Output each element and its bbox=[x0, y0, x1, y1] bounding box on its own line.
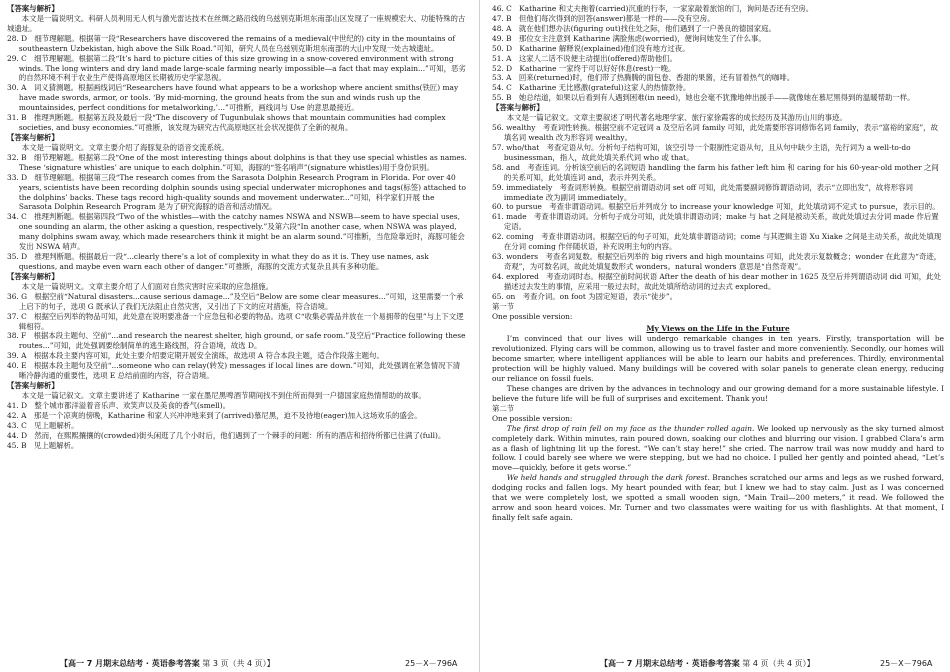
essay-paragraph: I’m convinced that our lives will undergo remarkable changes in ten years. Firstly, transportation will be revolutionized. Flying cars will be common, allowing us to travel faster and more conveniently. Secondly, our homes will become smarter, where intelligent appliances will be able to learn our habits and preferences. Thirdly, environmental protection will be highly valued. Many buildings will be covered with solar panels to generate clean energy, reducing our reliance on fossil fuels. bbox=[492, 334, 944, 384]
paragraph-text: Branches scratched our arms and legs as we rushed forward, dodging rocks and fallen logs. My heart pounded with fear, but I knew we had to stay calm. Just as I was concerned that we were completely lost, we spotted a small wooden sign, “Main Trail—200 meters,” it read. We followed the arrow and soon heard voices. Mr. Turner and two classmates were waiting for us with flashlights. At that moment, I finally felt safe again. bbox=[492, 473, 944, 523]
answer-item: 64. explored 考查动词时态。根据空前时间状语 After the death of his dear mother in 1625 及空后并列谓语动词 did 可知，此处描述过去发生的事情，应采用一般过去时，故此处填所给动词的过去式 explored。 bbox=[492, 271, 941, 291]
answer-item: 60. to pursue 考查非谓语动词。根据空后并列成分 to increase your knowledge 可知，此处填动词不定式 to pursue，表示目的。 bbox=[492, 202, 940, 212]
answer-item: 45. B 见上题解析。 bbox=[7, 440, 79, 450]
passage-summary: 本文是一篇说明文。文章主要介绍了人们面对自然灾害时应采取的应急措施。 bbox=[21, 281, 274, 291]
footer-page-number: 第 3 页（共 4 页）】 bbox=[202, 659, 275, 669]
paragraph-text: We looked up nervously as the sky turned almost completely dark. Within minutes, rain poured down, soaking our clothes and blurring our vision. I grabbed Clara’s arm as a flash of lightning lit up the forest. “We can’t stay here!” she cried. The narrow trail was now muddy and hard to follow. I could barely see where we were stepping, but we had no choice. I pulled her gently and pointed ahead, “Let’s move—quickly, before it gets worse.” bbox=[492, 423, 944, 473]
answer-item: 31. B 推理判断题。根据第五段及最后一段“The discovery of Tugunbulak shows that mountain communities had complex societies, and busy economies.”可推断，该发现为研究古代高原地区社会状况提供了全新的视角。 bbox=[7, 113, 446, 133]
answer-item: 62. coming 考查非谓语动词。根据空后的句子可知，此处填非谓语动词；come 与其逻辑主语 Xu Xiake 之间是主动关系，故此处填现在分词 coming 作伴随状语，补充说明主句的内容。 bbox=[492, 232, 942, 252]
answer-item: 30. A 词义猜测题。根据画线词后“Researchers have found what appears to be a workshop where ancient smiths(铁匠) may have made swords, armor, or tools. ‘By mid-morning, the ground heats from the sun and winds rush up the mountainsides, perfect conditions for metalworking,’...”可推断，画线词与 Use 的意思最接近。 bbox=[7, 83, 459, 113]
answer-item: 65. on 考查介词。on foot 为固定短语，表示“徒步”。 bbox=[492, 291, 678, 301]
answer-item: 48. A 就在他们想办法(figuring out)找住处之际，他们遇到了一户善良的德国家庭。 bbox=[492, 23, 776, 33]
answer-item: 50. D Katharine 解释说(explained)他们没有地方过夜。 bbox=[492, 43, 690, 53]
footer-code: 25－X－796A bbox=[880, 659, 933, 669]
answer-item: 49. B 那位女主注意到 Katharine 满脸焦虑(worried)，便询问她发生了什么事。 bbox=[492, 33, 766, 43]
version-label: One possible version: bbox=[492, 311, 573, 321]
footer-right bbox=[600, 659, 815, 670]
passage-summary: 本文是一篇记叙文。文章主要讲述了 Katharine 一家在墨尼黑啤酒节期间找不到住所而得到一户德国家庭热情帮助的故事。 bbox=[21, 390, 426, 400]
footer-title: 【高一 7 月期末总结考 · 英语参考答案 bbox=[600, 659, 740, 669]
page-divider bbox=[479, 0, 480, 672]
continuation-paragraph bbox=[492, 473, 944, 523]
section-label: 第一节 bbox=[492, 301, 515, 311]
answer-item: 63. wonders 考查名词复数。根据空后列举的 big rivers and high mountains 可知，此处表示复数概念；wonder 在此意为“奇迹，奇观”，为可数名词，故此处填复数形式 wonders。natural wonders 意思是“自然奇观”。 bbox=[492, 252, 942, 271]
given-opening-sentence: The first drop of rain fell on my face as the thunder rolled again. bbox=[506, 423, 755, 433]
section-heading: 【答案与解析】 bbox=[7, 271, 59, 281]
passage-summary: 本文是一篇记叙文。文章主要叙述了明代著名地理学家、旅行家徐霞客的成长经历及其游历山川的事迹。 bbox=[506, 113, 847, 123]
answer-item: 39. A 根据本段主要内容可知，此处主要介绍要定期开展安全演练，故选项 A 符合本段主题，适合作段落主题句。 bbox=[7, 351, 384, 361]
answer-item: 35. D 推理判断题。根据最后一段“...clearly there’s a lot of complexity in what they do as it is. They use names, ask questions, and maybe even warn each other of danger.”可推断，海豚的交流方式复杂且具有多种功能。 bbox=[7, 252, 429, 271]
essay-paragraph: These changes are driven by the advances in technology and our growing demand for a more sustainable lifestyle. I believe the future life will be full of surprises and excitement. Thank you! bbox=[492, 384, 944, 403]
passage-summary: 本文是一篇说明文。文章主要介绍了海豚复杂的语音交流系统。 bbox=[21, 142, 229, 152]
answer-page-4 bbox=[492, 4, 944, 654]
section-label: 第二节 bbox=[492, 403, 515, 413]
answer-item: 59. immediately 考查词形转换。根据空前谓语动词 set off 可知，此处需要副词修饰谓语动词，表示“立即出发”，故将形容词 immediate 改为副词 immediately。 bbox=[492, 182, 913, 202]
answer-item: 38. F 根据本段主题句、空前“...and research the nearest shelter, high ground, or safe room.”及空后“Practice following these routes...”可知，此处强调要绘制简单的逃生路线图，符合语境，故选 D。 bbox=[7, 331, 466, 351]
version-label: One possible version: bbox=[492, 413, 573, 423]
answer-item: 34. C 推理判断题。根据第四段“Two of the whistles—with the catchy names NSWA and NSWB—seem to have special uses, one sounding an alarm, the other asking a question, respectively.”及第六段“In another case, when NSWA was played, many dolphins swam away, which made researchers think it might be an alarm sound.”可推断，当危险靠近时，海豚可能会发出 NSWA 哨声。 bbox=[7, 212, 465, 252]
answer-item: 29. C 细节理解题。根据第二段“It’s hard to picture cities of this size growing in a snow-covered environment with strong winds. The long winters and dry land made large-scale farming nearly impossible—a fact that may explain...”可知，恶劣的自然环境不利于农业生产使得高原地区长期被历史学家忽视。 bbox=[7, 53, 466, 83]
answer-item: 55. B 她总结道，如果以后看到有人遇到困难(in need)，她也会毫不犹豫地伸出援手——就像她在慕尼黑得到的温暖帮助一样。 bbox=[492, 93, 915, 103]
answer-item: 52. D Katharine 一家终于可以好好休息(rest)一晚。 bbox=[492, 63, 676, 73]
answer-item: 56. wealthy 考查词性转换。根据空前不定冠词 a 及空后名词 family 可知，此处需要形容词修饰名词 family，表示“富裕的家庭”，故填名词 wealth 改为形容词 wealthy。 bbox=[492, 123, 938, 142]
answer-item: 40. E 根据本段主题句及空前“...someone who can relay(转发) messages if local lines are down.”可知，此处强调在紧急情况下清晰冷静沟通的重要性，选项 E 总结前面的内容，符合语境。 bbox=[7, 361, 461, 381]
answer-item: 32. B 细节理解题。根据第二段“One of the most interesting things about dolphins is that they use special whistles as names. These ‘signature whistles’ are unique to each dolphin.”可知，海豚的“签名哨声”(signature whistles)用于身份识别。 bbox=[7, 152, 467, 172]
answer-item: 41. D 整个城市都洋溢着音乐声、欢笑声以及美食的香气(smell)。 bbox=[7, 400, 231, 410]
answer-item: 36. G 根据空前“Natural disasters...cause serious damage...”及空后“Below are some clear measures...”可知，这里需要一个承上启下的句子，选项 G 既承认了我们无法阻止自然灾害，又引出了下文的应对措施，符合语境。 bbox=[7, 291, 464, 311]
answer-item: 43. C 见上题解析。 bbox=[7, 420, 79, 430]
passage-summary: 本文是一篇说明文。科研人员利用无人机与激光雷达技术在丝绸之路沿线的乌兹别克斯坦东南部山区发现了一座规模宏大、功能特殊的古城遗址。 bbox=[7, 13, 466, 33]
section-heading: 【答案与解析】 bbox=[7, 381, 59, 391]
answer-item: 54. C Katharine 无比感激(grateful)这家人的热情款待。 bbox=[492, 83, 691, 93]
section-heading: 【答案与解析】 bbox=[7, 132, 59, 142]
answer-item: 58. and 考查连词。分析该空前后的名词短语 handling the farm his father left him 和 caring for his 60-year-old mother 之间的关系可知，此处填连词 and，表示并列关系。 bbox=[492, 162, 939, 182]
answer-item: 42. A 那是一个凉爽的傍晚，Katharine 和家人兴冲冲地来到了(arrived)慕尼黑，迫不及待地(eager)加入这场欢乐的盛会。 bbox=[7, 410, 422, 420]
answer-item: 28. D 细节理解题。根据第一段“Researchers have discovered the remains of a medieval(中世纪的) city in the mountains of southeastern Uzbekistan, high above the Silk Road.”可知，研究人员在乌兹别克斯坦东南部的大山中发现一处古城遗址。 bbox=[7, 33, 456, 53]
footer-code: 25－X－796A bbox=[405, 659, 458, 669]
answer-item: 57. who/that 考查定语从句。分析句子结构可知，该空引导一个限制性定语从句，且从句中缺少主语，先行词为 a well-to-do businessman，指人，故此处填关系代词 who 或 that。 bbox=[492, 142, 911, 162]
answer-item: 46. C Katharine 和丈夫拖着(carried)沉重的行李，一家家敲着旅馆的门，询问是否还有空房。 bbox=[492, 4, 814, 13]
answer-item: 47. B 但他们每次得到的回答(answer)都是一样的——没有空房。 bbox=[492, 13, 715, 23]
footer-title: 【高一 7 月期末总结考 · 英语参考答案 bbox=[60, 659, 200, 669]
footer-page-number: 第 4 页（共 4 页）】 bbox=[742, 659, 815, 669]
essay-title: My Views on the Life in the Future bbox=[646, 323, 790, 333]
answer-page-3 bbox=[7, 4, 467, 654]
answer-item: 61. made 考查非谓语动词。分析句子成分可知，此处填非谓语动词；make 与 hat 之间是被动关系，故此处填过去分词 made 作后置定语。 bbox=[492, 212, 939, 232]
section-heading: 【答案与解析】 bbox=[7, 4, 59, 13]
given-opening-sentence: We held hands and struggled through the dark forest. bbox=[506, 473, 710, 483]
section-heading: 【答案与解析】 bbox=[492, 103, 544, 113]
answer-item: 37. C 根据空后列举的物品可知，此处意在说明要准备一个应急包和必要的物品。选项 C“收集必需品并放在一个易拥带的包里”与上下文逻辑相符。 bbox=[7, 311, 464, 331]
answer-item: 51. A 这家人二话不说便主动提出(offered)帮助他们。 bbox=[492, 53, 677, 63]
answer-item: 53. A 回来(returned)时，他们带了热腾腾的面包卷、香甜的果酱，还有冒着热气的咖啡。 bbox=[492, 73, 795, 83]
answer-item: 33. D 细节理解题。根据第三段“The research comes from the Sarasota Dolphin Research Program in Florida. For over 40 years, scientists have been recording dolphin sounds using special underwater microphones and tags(标签) attached to the dolphins’ backs. These tags record high-quality sounds and movement underwater...”可知，科学家们开展 the Sarasota Dolphin Research Program 是为了研究海豚的语音和活动情况。 bbox=[7, 172, 466, 212]
continuation-paragraph bbox=[492, 424, 944, 474]
answer-item: 44. D 然而，在熙熙攘攘的(crowded)街头闲逛了几个小时后，他们遇到了一个棘手的问题：所有的酒店和招待所都已住满了(full)。 bbox=[7, 430, 446, 440]
footer-left bbox=[60, 659, 275, 670]
